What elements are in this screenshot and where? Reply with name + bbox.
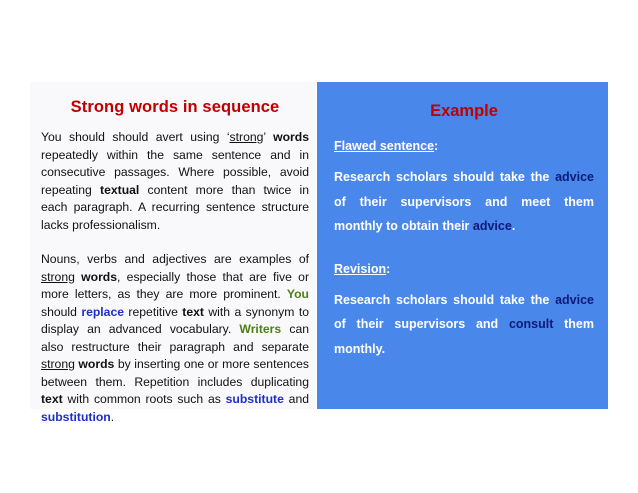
paragraph-2 bbox=[41, 251, 309, 426]
underlined-word: strong bbox=[229, 130, 264, 144]
bold-word: text bbox=[41, 392, 63, 406]
panel-title: Strong words in sequence bbox=[70, 98, 280, 116]
flawed-sentence-label bbox=[334, 139, 594, 153]
example-title: Example bbox=[430, 102, 498, 120]
highlighted-word: advice bbox=[555, 170, 594, 184]
text-run: should bbox=[41, 304, 82, 319]
explanation-panel bbox=[30, 82, 316, 424]
bold-word: words bbox=[78, 357, 115, 371]
text-run: Nouns, verbs and adjectives are examples of bbox=[41, 252, 309, 266]
highlighted-word: advice bbox=[555, 292, 594, 307]
text-run: can also restructure their paragraph and separate bbox=[41, 322, 309, 354]
text-run: and bbox=[283, 392, 309, 406]
text-run: with common roots such as bbox=[62, 392, 226, 406]
bold-word: textual bbox=[100, 182, 140, 197]
text-run: , especially those that are five or more letters, as they are more prominent. bbox=[41, 269, 310, 301]
underlined-word: strong bbox=[41, 269, 75, 284]
flawed-sentence bbox=[334, 165, 594, 239]
paragraph-1 bbox=[41, 129, 309, 234]
highlighted-word: consult bbox=[508, 317, 554, 331]
blue-word: replace bbox=[81, 304, 125, 319]
revision-sentence bbox=[334, 288, 594, 362]
text-run: Research scholars should take the bbox=[334, 292, 556, 307]
text-run: Research scholars should take the bbox=[334, 170, 556, 184]
bold-word: words bbox=[273, 130, 309, 144]
colon: : bbox=[434, 139, 439, 153]
highlighted-word: advice bbox=[472, 219, 512, 233]
underlined-word: strong bbox=[41, 357, 75, 371]
text-run: . bbox=[511, 219, 516, 233]
text-run: content more than twice in each paragraph. A recurring sentence structure lacks professionalism. bbox=[41, 182, 309, 232]
green-word: You bbox=[286, 287, 309, 301]
text-run: by inserting one or more sentences between them. Repetition includes duplicating bbox=[41, 357, 309, 389]
text-run: You should should avert using ‘ bbox=[41, 130, 230, 144]
text-run: them monthly. bbox=[334, 317, 594, 356]
blue-word: substitution bbox=[41, 409, 111, 424]
text-run: . bbox=[110, 409, 115, 424]
text-run: of their supervisors and bbox=[334, 317, 509, 331]
revision-label bbox=[334, 262, 594, 276]
bold-word: text bbox=[182, 304, 204, 319]
text-run: repetitive bbox=[124, 304, 183, 319]
text-run: ’ bbox=[263, 130, 274, 144]
text-run: with a synonym to display an advanced vocabulary. bbox=[41, 304, 309, 336]
bold-word: words bbox=[81, 269, 118, 284]
example-panel bbox=[317, 82, 608, 409]
blue-word: substitute bbox=[225, 392, 284, 406]
text-run: of their supervisors and meet them monthly to obtain their bbox=[334, 194, 594, 233]
colon: : bbox=[386, 261, 391, 276]
flawed-label-text: Flawed sentence bbox=[334, 139, 435, 153]
green-word: Writers bbox=[239, 322, 282, 336]
revision-label-text: Revision bbox=[334, 261, 387, 276]
text-run: repeatedly within the same sentence and in consecutive passages. Where possible, avoid repeating bbox=[41, 147, 309, 197]
